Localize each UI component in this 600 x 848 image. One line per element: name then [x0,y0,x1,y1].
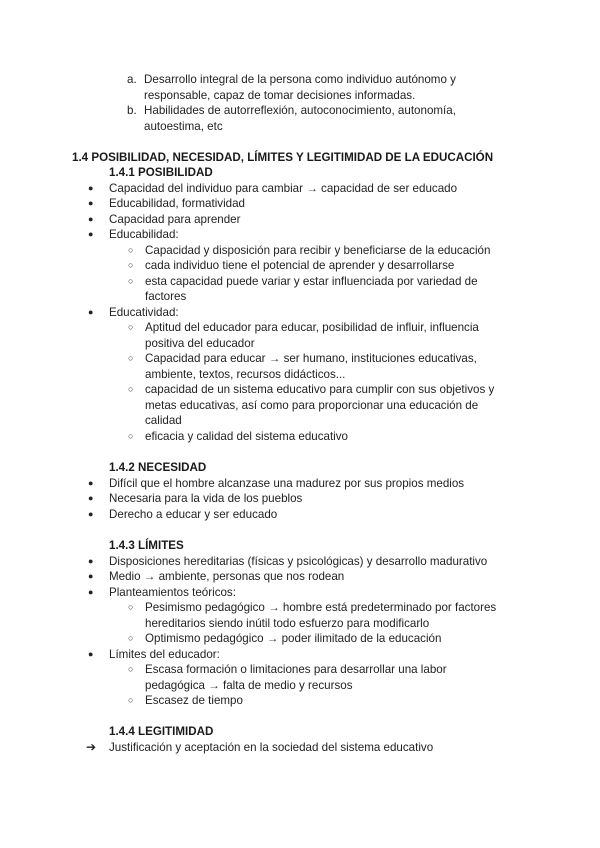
sub-list-item: calidad [145,414,182,427]
bullet-icon: ● [88,509,94,519]
bullet-icon: ● [88,556,94,566]
list-item: Capacidad para aprender [109,213,241,226]
section-title: 1.4 POSIBILIDAD, NECESIDAD, LÍMITES Y LEGITIMIDAD DE LA EDUCACIÓN [72,151,494,164]
sub-list-item: Optimismo pedagógico → poder ilimitado de la educación [145,632,442,645]
sub-list-item: Capacidad y disposición para recibir y beneficiarse de la educación [145,244,491,257]
bullet-icon: ● [88,587,94,597]
subsection-heading-limites: 1.4.3 LÍMITES [109,539,184,552]
sub-list-item: Capacidad para educar → ser humano, instituciones educativas, [145,352,477,365]
circle-bullet-icon: ○ [128,431,134,441]
circle-bullet-icon: ○ [128,633,134,643]
list-item: Necesaria para la vida de los pueblos [109,492,303,505]
subsection-heading-posibilidad: 1.4.1 POSIBILIDAD [109,166,213,179]
list-item: Planteamientos teóricos: [109,586,236,599]
list-item-text: Desarrollo integral de la persona como individuo autónomo y [144,73,456,86]
circle-bullet-icon: ○ [128,695,134,705]
bullet-icon: ● [88,649,94,659]
sub-list-item: esta capacidad puede variar y estar influenciada por variedad de [145,275,478,288]
list-item-text: responsable, capaz de tomar decisiones informadas. [144,89,416,102]
list-item-text: Habilidades de autorreflexión, autoconocimiento, autonomía, [144,104,456,117]
sub-list-item: ambiente, textos, recursos didácticos... [145,368,346,381]
sub-list-item: eficacia y calidad del sistema educativo [145,430,348,443]
list-marker-b: b. [127,104,137,117]
sub-list-item: positiva del educador [145,337,255,350]
list-item: Disposiciones hereditarias (físicas y psicológicas) y desarrollo madurativo [109,555,488,568]
sub-list-item: metas educativas, así como para proporcionar una educación de [145,399,479,412]
list-item: Difícil que el hombre alcanzase una madurez por sus propios medios [109,477,465,490]
bullet-icon: ● [88,571,94,581]
list-item: Educabilidad, formatividad [109,197,245,210]
list-item: Derecho a educar y ser educado [109,508,278,521]
bullet-icon: ● [88,183,94,193]
subsection-heading-necesidad: 1.4.2 NECESIDAD [109,461,207,474]
list-item: Capacidad del individuo para cambiar → capacidad de ser educado [109,182,458,195]
list-item: Límites del educador: [109,648,220,661]
sub-list-item: Pesimismo pedagógico → hombre está predeterminado por factores [145,601,497,614]
list-marker-a: a. [127,73,137,86]
sub-list-item: hereditarios siendo inútil todo esfuerzo para modificarlo [145,617,430,630]
sub-list-item: capacidad de un sistema educativo para cumplir con sus objetivos y [145,383,495,396]
bullet-icon: ● [88,307,94,317]
circle-bullet-icon: ○ [128,664,134,674]
circle-bullet-icon: ○ [128,384,134,394]
bullet-icon: ● [88,214,94,224]
sub-list-item: Escasez de tiempo [145,694,243,707]
list-item: Medio → ambiente, personas que nos rodean [109,570,345,583]
circle-bullet-icon: ○ [128,276,134,286]
sub-list-item: pedagógica → falta de medio y recursos [145,679,353,692]
bullet-icon: ● [88,478,94,488]
circle-bullet-icon: ○ [128,245,134,255]
sub-list-item: Escasa formación o limitaciones para desarrollar una labor [145,663,447,676]
bullet-icon: ● [88,229,94,239]
arrow-icon: ➔ [86,740,97,754]
circle-bullet-icon: ○ [128,353,134,363]
bullet-icon: ● [88,493,94,503]
sub-list-item: factores [145,290,187,303]
sub-list-item: Aptitud del educador para educar, posibilidad de influir, influencia [145,321,479,334]
bullet-icon: ● [88,198,94,208]
circle-bullet-icon: ○ [128,322,134,332]
sub-list-item: cada individuo tiene el potencial de aprender y desarrollarse [145,259,455,272]
circle-bullet-icon: ○ [128,260,134,270]
list-item-text: autoestima, etc [144,120,223,133]
list-item: Justificación y aceptación en la sociedad del sistema educativo [109,741,434,754]
circle-bullet-icon: ○ [128,602,134,612]
subsection-heading-legitimidad: 1.4.4 LEGITIMIDAD [109,725,214,738]
list-item: Educatividad: [109,306,179,319]
list-item: Educabilidad: [109,228,179,241]
